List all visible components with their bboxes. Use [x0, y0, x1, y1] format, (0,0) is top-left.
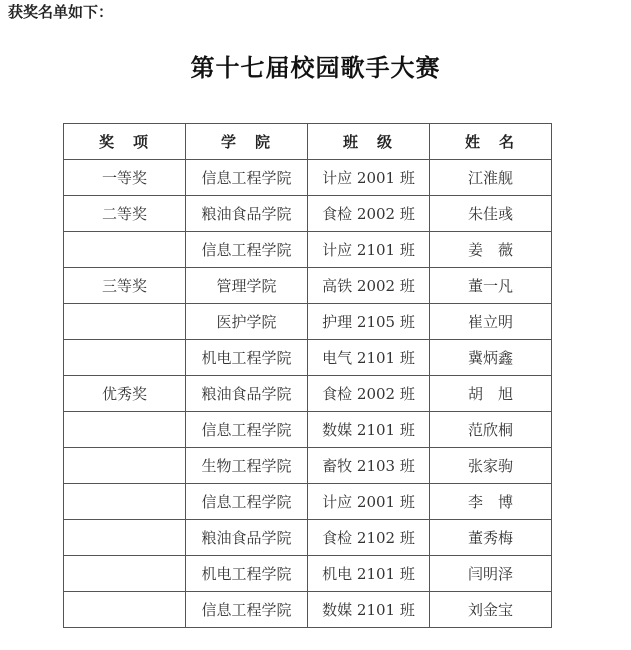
header-name: 姓 名 [430, 124, 552, 160]
class-cell: 食检 2002 班 [308, 376, 430, 412]
class-cell: 计应 2001 班 [308, 484, 430, 520]
header-award: 奖 项 [64, 124, 186, 160]
name-cell: 张家驹 [430, 448, 552, 484]
award-cell [64, 340, 186, 376]
table-row [64, 556, 552, 592]
award-cell [64, 484, 186, 520]
name-cell: 李 博 [430, 484, 552, 520]
name-cell: 姜 薇 [430, 232, 552, 268]
class-cell: 机电 2101 班 [308, 556, 430, 592]
award-cell: 一等奖 [64, 160, 186, 196]
name-cell: 江淮舰 [430, 160, 552, 196]
class-cell: 计应 2101 班 [308, 232, 430, 268]
name-cell: 朱佳彧 [430, 196, 552, 232]
name-cell: 刘金宝 [430, 592, 552, 628]
table-row [64, 196, 552, 232]
award-cell [64, 304, 186, 340]
college-cell: 粮油食品学院 [186, 520, 308, 556]
header-class: 班 级 [308, 124, 430, 160]
college-cell: 信息工程学院 [186, 592, 308, 628]
class-cell: 计应 2001 班 [308, 160, 430, 196]
college-cell: 信息工程学院 [186, 232, 308, 268]
award-cell: 优秀奖 [64, 376, 186, 412]
document-title: 第十七届校园歌手大赛 [190, 53, 441, 82]
name-cell: 冀炳鑫 [430, 340, 552, 376]
class-cell: 高铁 2002 班 [308, 268, 430, 304]
college-cell: 机电工程学院 [186, 556, 308, 592]
award-cell [64, 412, 186, 448]
award-cell [64, 592, 186, 628]
award-cell: 二等奖 [64, 196, 186, 232]
class-cell: 电气 2101 班 [308, 340, 430, 376]
college-cell: 粮油食品学院 [186, 196, 308, 232]
name-cell: 闫明泽 [430, 556, 552, 592]
table-row [64, 376, 552, 412]
college-cell: 信息工程学院 [186, 484, 308, 520]
table-row [64, 160, 552, 196]
college-cell: 粮油食品学院 [186, 376, 308, 412]
award-cell [64, 556, 186, 592]
table-header-row [64, 124, 552, 160]
college-cell: 信息工程学院 [186, 160, 308, 196]
college-cell: 信息工程学院 [186, 412, 308, 448]
table-row [64, 412, 552, 448]
class-cell: 护理 2105 班 [308, 304, 430, 340]
class-cell: 数媒 2101 班 [308, 592, 430, 628]
award-cell: 三等奖 [64, 268, 186, 304]
table-row [64, 304, 552, 340]
name-cell: 崔立明 [430, 304, 552, 340]
class-cell: 数媒 2101 班 [308, 412, 430, 448]
name-cell: 董秀梅 [430, 520, 552, 556]
name-cell: 范欣桐 [430, 412, 552, 448]
college-cell: 管理学院 [186, 268, 308, 304]
table-row [64, 340, 552, 376]
award-list-table [63, 123, 552, 628]
intro-text: 获奖名单如下： [8, 3, 114, 21]
class-cell: 食检 2102 班 [308, 520, 430, 556]
table-row [64, 448, 552, 484]
header-college: 学 院 [186, 124, 308, 160]
table-row [64, 592, 552, 628]
college-cell: 生物工程学院 [186, 448, 308, 484]
college-cell: 机电工程学院 [186, 340, 308, 376]
table-row [64, 484, 552, 520]
college-cell: 医护学院 [186, 304, 308, 340]
award-cell [64, 520, 186, 556]
table-row [64, 268, 552, 304]
table-row [64, 520, 552, 556]
award-cell [64, 232, 186, 268]
name-cell: 董一凡 [430, 268, 552, 304]
class-cell: 畜牧 2103 班 [308, 448, 430, 484]
name-cell: 胡 旭 [430, 376, 552, 412]
class-cell: 食检 2002 班 [308, 196, 430, 232]
award-cell [64, 448, 186, 484]
table-row [64, 232, 552, 268]
